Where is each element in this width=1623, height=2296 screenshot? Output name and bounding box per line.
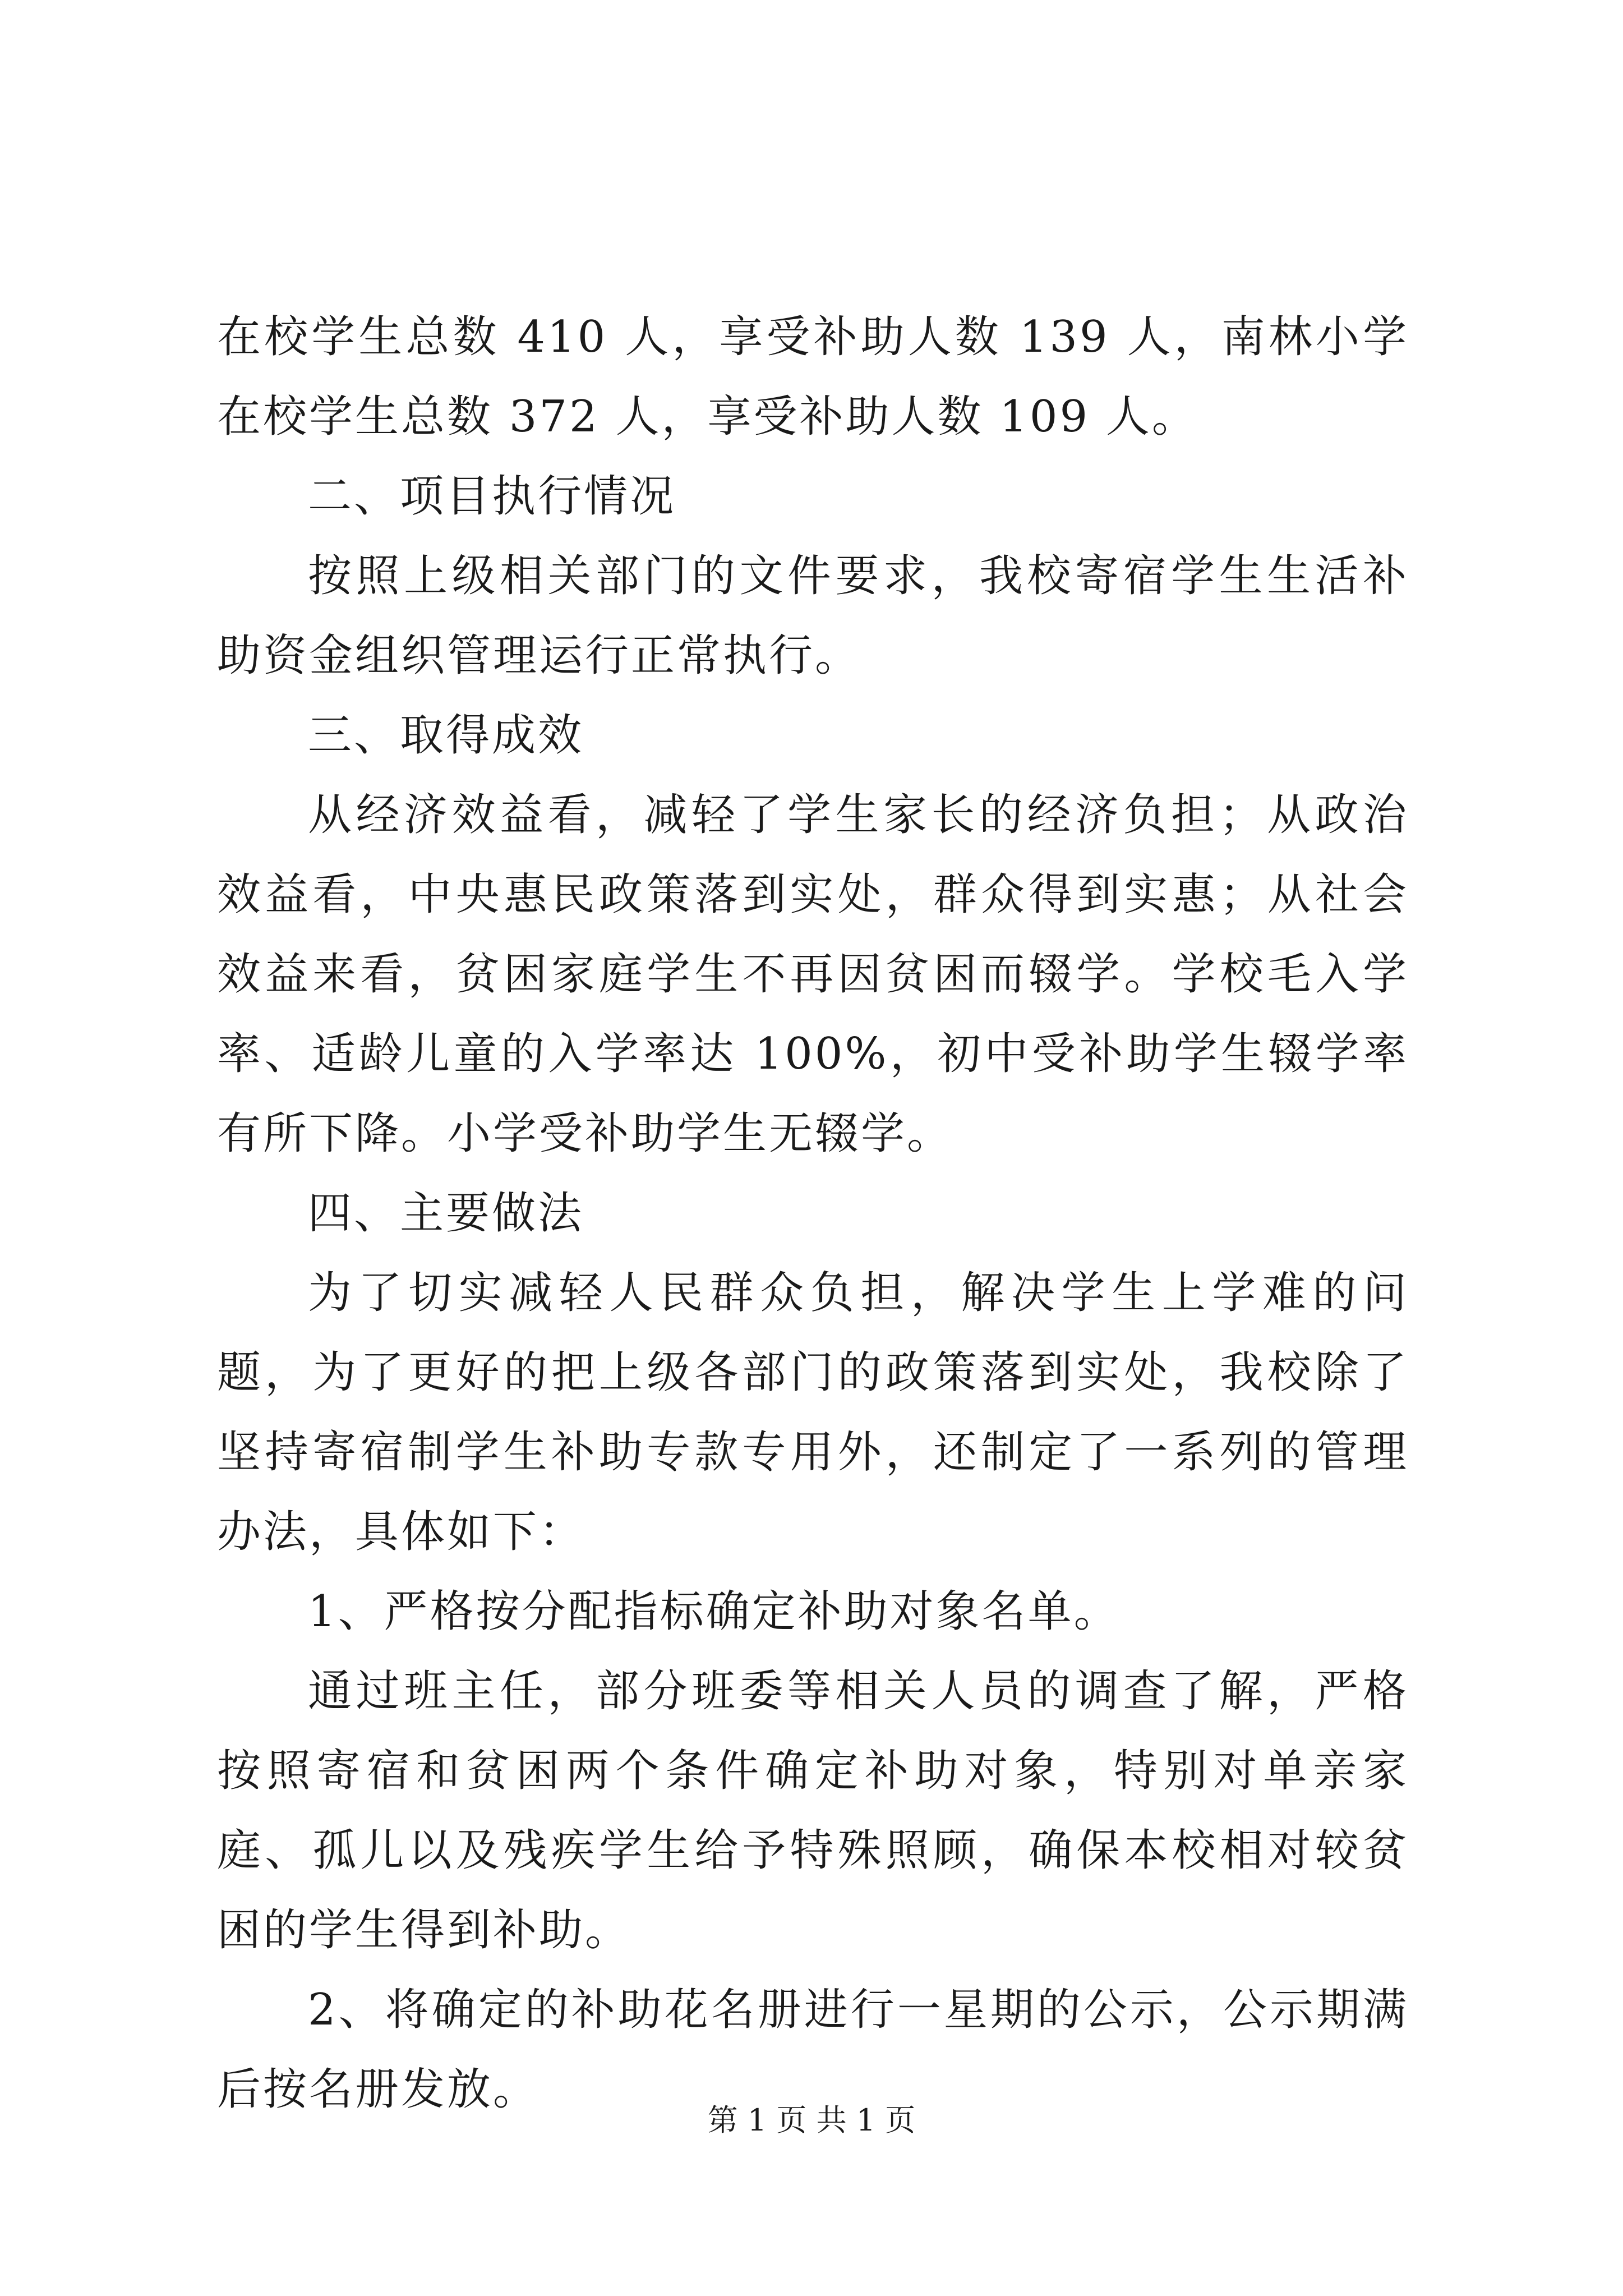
section-heading-execution: 二、项目执行情况 — [308, 471, 676, 522]
section-heading-results: 三、取得成效 — [308, 710, 584, 761]
list-item: 1、严格按分配指标确定补助对象名单。 — [308, 1586, 1120, 1637]
document-body — [217, 297, 1409, 2129]
section-heading-methods: 四、主要做法 — [308, 1188, 584, 1239]
list-item: 2、将确定的补助花名册进行一星期的公示，公示期满后按名册发放。 — [217, 1985, 1409, 2115]
paragraph: 通过班主任，部分班委等相关人员的调查了解，严格按照寄宿和贫困两个条件确定补助对象，特别对单亲家庭、孤儿以及残疾学生给予特殊照顾，确保本校相对较贫困的学生得到补助。 — [217, 1666, 1409, 1955]
paragraph: 在校学生总数 410 人，享受补助人数 139 人，南林小学在校学生总数 372 人，享受补助人数 109 人。 — [217, 312, 1409, 442]
paragraph: 按照上级相关部门的文件要求，我校寄宿学生生活补助资金组织管理运行正常执行。 — [217, 551, 1409, 681]
page-number-footer: 第 1 页 共 1 页 — [707, 2102, 916, 2138]
paragraph: 从经济效益看，减轻了学生家长的经济负担；从政治效益看，中央惠民政策落到实处，群众得到实惠；从社会效益来看，贫困家庭学生不再因贫困而辍学。学校毛入学率、适龄儿童的入学率达 100%，初中受补助学生辍学率有所下降。小学受补助学生无辍学。 — [217, 790, 1409, 1159]
paragraph: 为了切实减轻人民群众负担，解决学生上学难的问题，为了更好的把上级各部门的政策落到实处，我校除了坚持寄宿制学生补助专款专用外，还制定了一系列的管理办法，具体如下： — [217, 1268, 1409, 1557]
